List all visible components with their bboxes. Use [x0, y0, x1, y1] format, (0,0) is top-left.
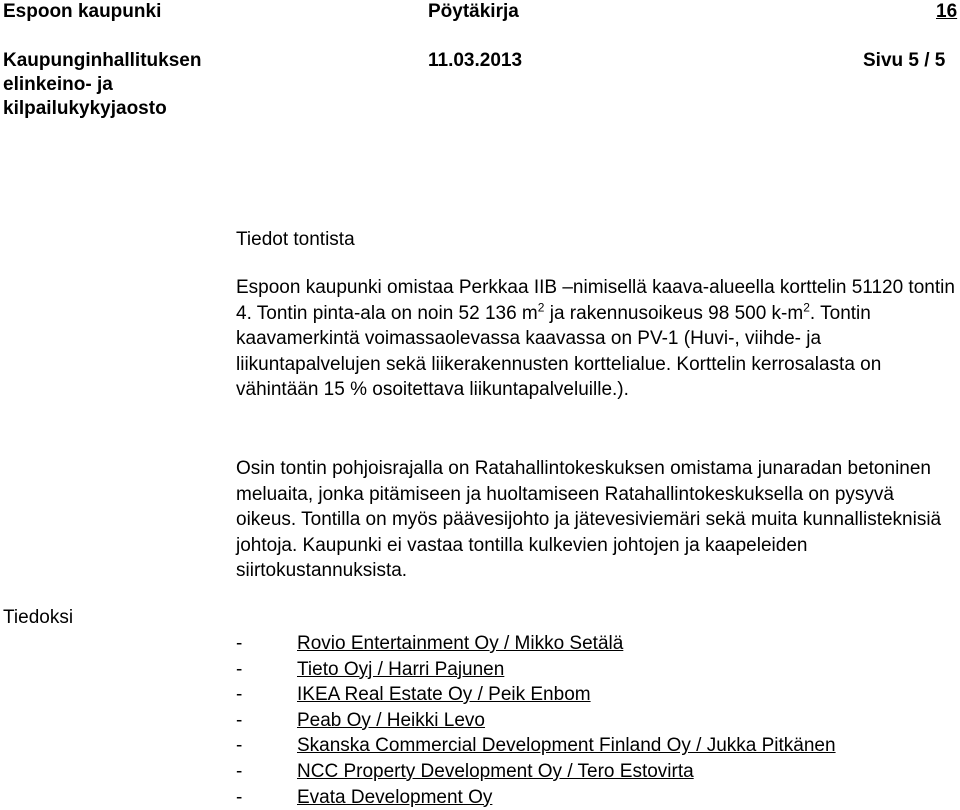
recipient-link[interactable]: NCC Property Development Oy / Tero Estovirta [297, 760, 694, 782]
recipient-link[interactable]: Tieto Oyj / Harri Pajunen [297, 658, 505, 680]
document-type: Pöytäkirja [428, 1, 519, 22]
list-item [236, 708, 836, 734]
paragraph-utilities [236, 456, 958, 584]
list-item [236, 733, 836, 759]
paragraph-text: Osin tontin pohjoisrajalla on Ratahallintokeskuksen omistama junaradan betoninen meluaita, jonka pitämiseen ja huoltamiseen Ratahallintokeskuksella on pysyvä oikeus. Tontilla on myös päävesijohto ja jätevesiviemäri sekä muita kunnallisteknisiä johtoja. Kaupunki ei vastaa tontilla kulkevien johtojen ja kaapeleiden siirtokustannuksista. [236, 458, 942, 581]
paragraph-text: . Tontin kaavamerkintä voimassaolevassa kaavassa on PV-1 (Huvi-, viihde- ja liikuntapalvelujen sekä liikerakennusten korttelialue. Korttelin kerrosalasta on vähintään 15 % osoitettava liikuntapalveluille.). [236, 302, 882, 400]
page-number: Sivu 5 / 5 [863, 50, 946, 71]
dash-marker: - [236, 633, 243, 654]
item-number: 16 [936, 1, 958, 22]
paragraph-plot-info [236, 275, 958, 403]
dash-marker: - [236, 709, 243, 731]
recipient-list [236, 631, 836, 810]
superscript: 2 [803, 300, 810, 315]
list-item [236, 785, 836, 810]
paragraph-text: ja rakennusoikeus 98 500 k-m [544, 302, 804, 324]
distribution-label: Tiedoksi [3, 607, 74, 628]
paragraph-text: Espoon kaupunki omistaa Perkkaa IIB –nimisellä kaava-alueella korttelin 51120 tontin 4. Tontin pinta-ala on noin 52 136 m [236, 277, 955, 324]
meeting-date: 11.03.2013 [428, 50, 523, 71]
list-item [236, 657, 836, 683]
section-title: Tiedot tontista [236, 229, 355, 250]
dash-marker: - [236, 684, 243, 706]
recipient-link[interactable]: Peab Oy / Heikki Levo [297, 709, 485, 731]
list-item [236, 682, 836, 708]
dash-marker: - [236, 786, 243, 808]
organization-name: Espoon kaupunki [3, 1, 162, 22]
recipient-link[interactable]: Skanska Commercial Development Finland Oy / Jukka Pitkänen [297, 735, 836, 757]
recipient-link[interactable]: IKEA Real Estate Oy / Peik Enbom [297, 684, 591, 706]
department-name: Kaupunginhallituksen elinkeino- ja kilpailukykyjaosto [3, 50, 202, 119]
superscript: 2 [537, 300, 545, 315]
dash-marker: - [236, 760, 243, 782]
recipient-link[interactable]: Rovio Entertainment Oy / Mikko Setälä [297, 633, 624, 654]
recipient-link[interactable]: Evata Development Oy [297, 786, 493, 808]
dash-marker: - [236, 658, 243, 680]
list-item [236, 631, 836, 657]
list-item [236, 759, 836, 785]
dash-marker: - [236, 735, 243, 757]
